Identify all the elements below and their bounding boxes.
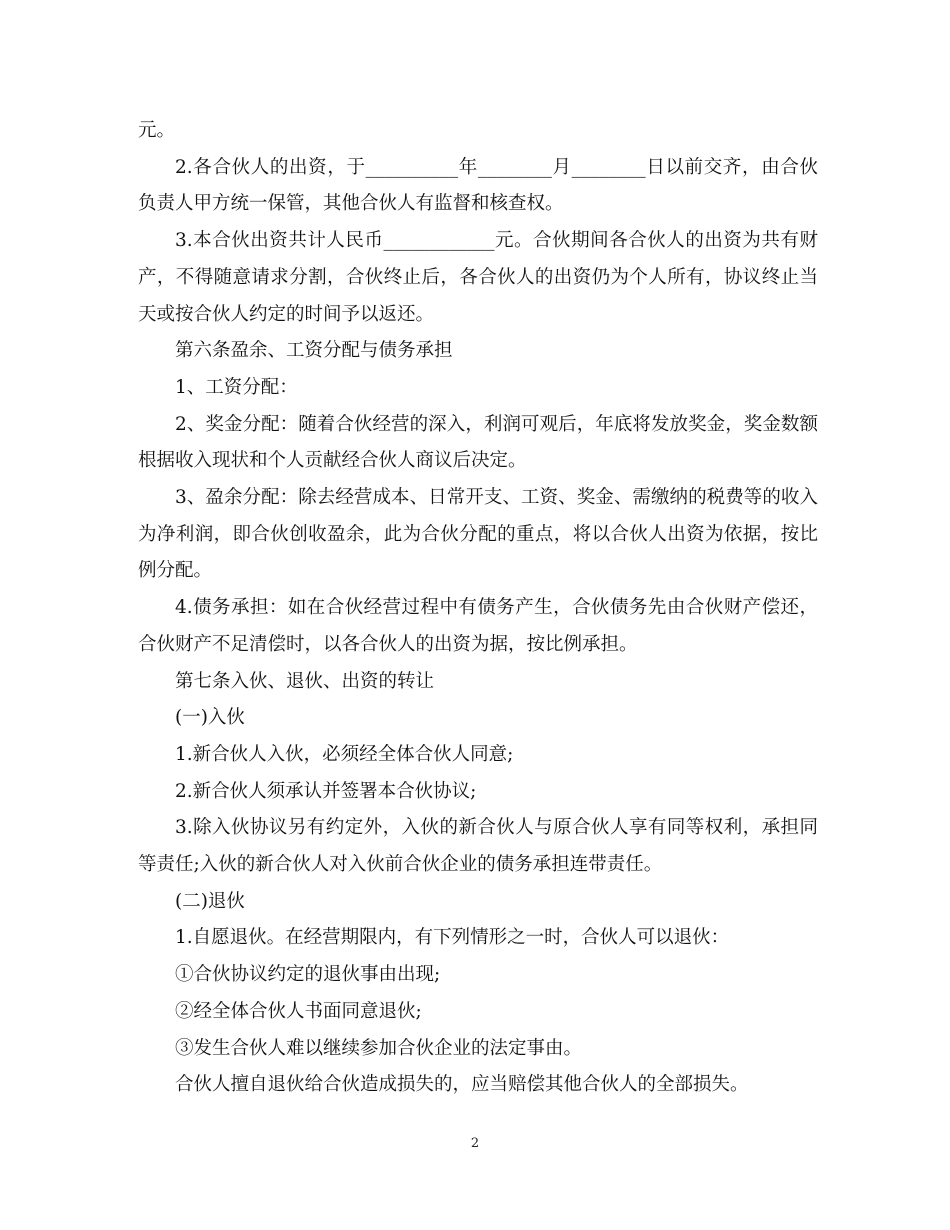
paragraph-total-contribution: 3.本合伙出资共计人民币____________元。合伙期间各合伙人的出资为共有财产，不得随意请求分割，合伙终止后，各合伙人的出资仍为个人所有，协议终止当天或按合伙人约定的时间予以返还。 bbox=[138, 230, 818, 325]
article-7-heading: 第七条入伙、退伙、出资的转让 bbox=[175, 670, 435, 692]
body-text bbox=[138, 113, 818, 1104]
paragraph-voluntary-withdrawal: 1.自愿退伙。在经营期限内，有下列情形之一时，合伙人可以退伙： bbox=[175, 927, 730, 949]
list-item-withdrawal-3: ③发生合伙人难以继续参加合伙企业的法定事由。 bbox=[175, 1037, 583, 1059]
paragraph-admission-3: 3.除入伙协议另有约定外，入伙的新合伙人与原合伙人享有同等权利，承担同等责任;入伙的新合伙人对入伙前合伙企业的债务承担连带责任。 bbox=[138, 817, 818, 876]
paragraph-salary-distribution: 1、工资分配： bbox=[175, 376, 298, 398]
paragraph-unauthorized-withdrawal: 合伙人擅自退伙给合伙造成损失的，应当赔偿其他合伙人的全部损失。 bbox=[175, 1074, 749, 1096]
section-withdrawal-heading: (二)退伙 bbox=[175, 890, 245, 912]
section-admission-heading: (一)入伙 bbox=[175, 707, 245, 729]
list-item-withdrawal-2: ②经全体合伙人书面同意退伙; bbox=[175, 1000, 422, 1022]
page-number: 2 bbox=[470, 1136, 480, 1151]
paragraph-bonus-distribution: 2、奖金分配：随着合伙经营的深入，利润可观后，年底将发放奖金，奖金数额根据收入现状和个人贡献经合伙人商议后决定。 bbox=[138, 413, 818, 472]
paragraph-contribution-deadline: 2.各合伙人的出资，于__________年________月________日以前交齐，由合伙负责人甲方统一保管，其他合伙人有监督和核查权。 bbox=[138, 156, 818, 215]
paragraph-admission-2: 2.新合伙人须承认并签署本合伙协议; bbox=[175, 780, 477, 802]
list-item-withdrawal-1: ①合伙协议约定的退伙事由出现; bbox=[175, 964, 441, 986]
article-6-heading: 第六条盈余、工资分配与债务承担 bbox=[175, 340, 453, 362]
paragraph-continuation: 元。 bbox=[138, 120, 176, 141]
paragraph-surplus-distribution: 3、盈余分配：除去经营成本、日常开支、工资、奖金、需缴纳的税费等的收入为净利润，即合伙创收盈余，此为合伙分配的重点，将以合伙人出资为依据，按比例分配。 bbox=[138, 487, 818, 582]
paragraph-debt-bearing: 4.债务承担：如在合伙经营过程中有债务产生，合伙债务先由合伙财产偿还，合伙财产不足清偿时，以各合伙人的出资为据，按比例承担。 bbox=[138, 597, 818, 655]
paragraph-admission-1: 1.新合伙人入伙，必须经全体合伙人同意; bbox=[175, 743, 514, 765]
